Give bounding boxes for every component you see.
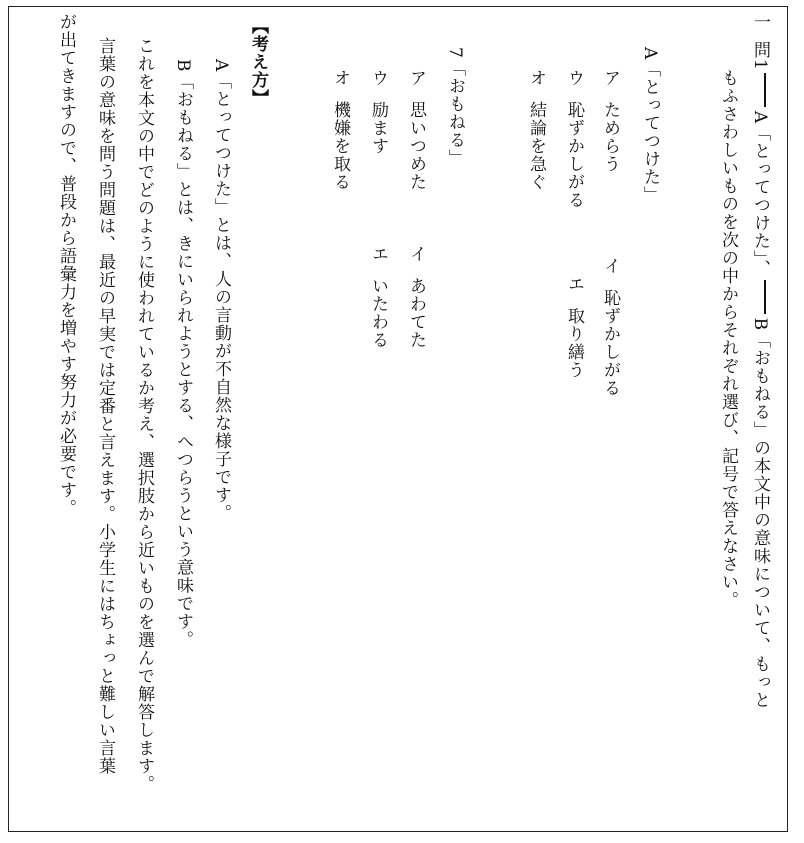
question-line-2: もふさわしいものを次の中からそれぞれ選び、記号で答えなさい。 (718, 69, 738, 609)
group-a-option-row-1 (601, 69, 618, 397)
group-b-title: 7「おもねる」 (445, 47, 465, 167)
underline-dash (764, 280, 766, 314)
option-label: エ (564, 275, 584, 293)
option-text: いたわる (368, 277, 388, 349)
group-b-option-row-2 (369, 69, 386, 349)
group-a-title: A「とってつけた」 (640, 47, 660, 205)
underline-dash (764, 73, 766, 107)
option-label: イ (406, 245, 426, 263)
option-text: 恥ずかしがる (564, 101, 584, 209)
question-line-1 (751, 13, 768, 709)
explanation-line: 言葉の意味を問う問題は、最近の早実では定番と言えます。小学生にはちょっと難しい言葉 (95, 37, 115, 775)
explanation-line: B「おもねる」とは、きにいられようとする、へつらうという意味です。 (173, 59, 193, 649)
option-text: 励ます (368, 101, 388, 155)
option-text: 結論を急ぐ (526, 101, 546, 191)
option-text: あわてた (406, 277, 426, 349)
question-label: 問1 (750, 41, 770, 71)
question-line1-rest: の本文中の意味について、もっと (750, 439, 770, 710)
option-label: ウ (368, 69, 388, 87)
option-label: ウ (564, 69, 584, 87)
option-text: 機嫌を取る (330, 101, 350, 191)
option-label: オ (526, 69, 546, 87)
explanation-line: A「とってつけた」とは、人の言動が不自然な様子です。 (211, 59, 231, 523)
explanation-line: が出てきますので、普段から語彙力を増やす努力が必要です。 (56, 13, 76, 517)
group-b-option-row-3 (331, 69, 348, 191)
option-label: ア (600, 69, 620, 87)
group-b-option-row-1 (407, 69, 424, 349)
option-label: エ (368, 245, 388, 263)
question-part-a: A「とってつけた」、 (750, 110, 770, 278)
document-frame (8, 6, 788, 832)
group-a-option-row-3 (527, 69, 544, 191)
option-text: ためらう (600, 101, 620, 173)
explanation-heading: 【考え方】 (248, 17, 268, 107)
option-label: オ (330, 69, 350, 87)
option-label: ア (406, 69, 426, 87)
group-a-option-row-2 (565, 69, 582, 379)
section-mark: 一 (750, 13, 770, 31)
option-text: 恥ずかしがる (600, 289, 620, 397)
option-text: 取り繕う (564, 307, 584, 379)
option-label: イ (600, 257, 620, 275)
option-text: 思いつめた (406, 101, 426, 191)
question-part-b: B「おもねる」 (750, 317, 770, 440)
explanation-line: これを本文の中でどのように使われているか考え、選択肢から近いものを選んで解答します。 (134, 37, 154, 793)
